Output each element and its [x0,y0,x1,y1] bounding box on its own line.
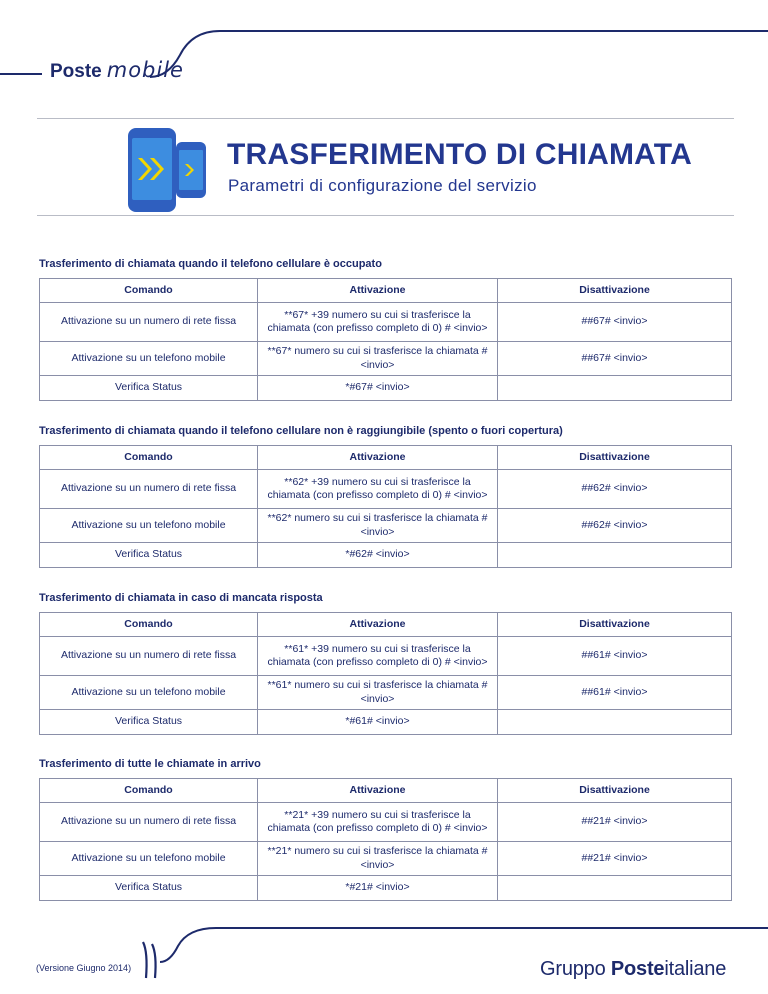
table-cell: ##62# <invio> [498,509,732,543]
page-subtitle: Parametri di configurazione del servizio [228,176,537,195]
table-cell [498,376,732,401]
table-cell: *#21# <invio> [258,876,498,901]
table-cell: *#61# <invio> [258,710,498,735]
header-cell: Comando [40,613,258,637]
table-cell: ##67# <invio> [498,342,732,376]
header-cell: Attivazione [258,279,498,303]
table-cell: **67* numero su cui si trasferisce la chiamata # <invio> [258,342,498,376]
table-cell: Attivazione su un numero di rete fissa [40,637,258,676]
table-cell: ##21# <invio> [498,842,732,876]
header-cell: Disattivazione [498,613,732,637]
header-cell: Comando [40,779,258,803]
table-row [40,842,732,876]
table-cell: ##67# <invio> [498,303,732,342]
table-row [40,543,732,568]
table-cell: **61* numero su cui si trasferisce la chiamata # <invio> [258,676,498,710]
table-cell [498,543,732,568]
group-prefix: Gruppo [540,958,611,980]
phone-icon [124,128,210,212]
table-row [40,876,732,901]
table-cell: Verifica Status [40,543,258,568]
version-note: (Versione Giugno 2014) [36,963,132,973]
table-cell: Verifica Status [40,710,258,735]
config-table [39,445,732,568]
header-cell: Disattivazione [498,446,732,470]
table-cell: Attivazione su un numero di rete fissa [40,470,258,509]
table-cell: *#62# <invio> [258,543,498,568]
table-header-row [40,446,732,470]
table-cell: **62* numero su cui si trasferisce la chiamata # <invio> [258,509,498,543]
table-cell: Attivazione su un telefono mobile [40,842,258,876]
logo-sub: mobile [106,58,184,82]
table-row [40,342,732,376]
table-row [40,509,732,543]
table-cell: ##62# <invio> [498,470,732,509]
poste-mobile-logo [50,58,184,83]
header-cell: Attivazione [258,779,498,803]
logo-main: Poste [50,61,102,82]
table-cell: Attivazione su un numero di rete fissa [40,803,258,842]
table-row [40,376,732,401]
header-swoosh [150,25,768,80]
table-cell: Attivazione su un telefono mobile [40,509,258,543]
table-row [40,710,732,735]
table-cell: Attivazione su un telefono mobile [40,676,258,710]
config-table [39,612,732,735]
table-cell [498,710,732,735]
table-row [40,803,732,842]
divider-top [37,118,734,119]
table-header-row [40,279,732,303]
header-cell: Comando [40,279,258,303]
config-table [39,278,732,401]
gruppo-poste-logo [540,958,726,981]
table-header-row [40,779,732,803]
table-row [40,470,732,509]
table-row [40,676,732,710]
section-title: Trasferimento di chiamata quando il telefono cellulare non è raggiungibile (spento o fuori copertura) [39,425,563,437]
table-cell: Verifica Status [40,876,258,901]
table-cell: **67* +39 numero su cui si trasferisce la chiamata (con prefisso completo di 0) # <invio> [258,303,498,342]
header-cell: Attivazione [258,446,498,470]
header-rule-left [0,73,42,75]
table-cell: Verifica Status [40,376,258,401]
table-cell: ##61# <invio> [498,637,732,676]
table-cell: Attivazione su un numero di rete fissa [40,303,258,342]
header-cell: Disattivazione [498,279,732,303]
group-bold: Poste [610,958,665,980]
table-cell: **62* +39 numero su cui si trasferisce la chiamata (con prefisso completo di 0) # <invio> [258,470,498,509]
table-cell: Attivazione su un telefono mobile [40,342,258,376]
header-cell: Comando [40,446,258,470]
section-title: Trasferimento di chiamata in caso di mancata risposta [39,592,323,604]
table-header-row [40,613,732,637]
group-suffix: italiane [664,958,727,980]
table-cell: ##21# <invio> [498,803,732,842]
table-cell [498,876,732,901]
header-cell: Attivazione [258,613,498,637]
table-row [40,637,732,676]
table-cell: ##61# <invio> [498,676,732,710]
section-title: Trasferimento di tutte le chiamate in arrivo [39,758,261,770]
poste-mark-icon [140,938,162,982]
table-cell: *#67# <invio> [258,376,498,401]
table-cell: **61* +39 numero su cui si trasferisce la chiamata (con prefisso completo di 0) # <invio> [258,637,498,676]
table-cell: **21* +39 numero su cui si trasferisce la chiamata (con prefisso completo di 0) # <invio> [258,803,498,842]
divider-bottom [37,215,734,216]
page-title: TRASFERIMENTO DI CHIAMATA [227,138,692,171]
config-table [39,778,732,901]
table-row [40,303,732,342]
section-title: Trasferimento di chiamata quando il telefono cellulare è occupato [39,258,382,270]
table-cell: **21* numero su cui si trasferisce la chiamata # <invio> [258,842,498,876]
header-cell: Disattivazione [498,779,732,803]
